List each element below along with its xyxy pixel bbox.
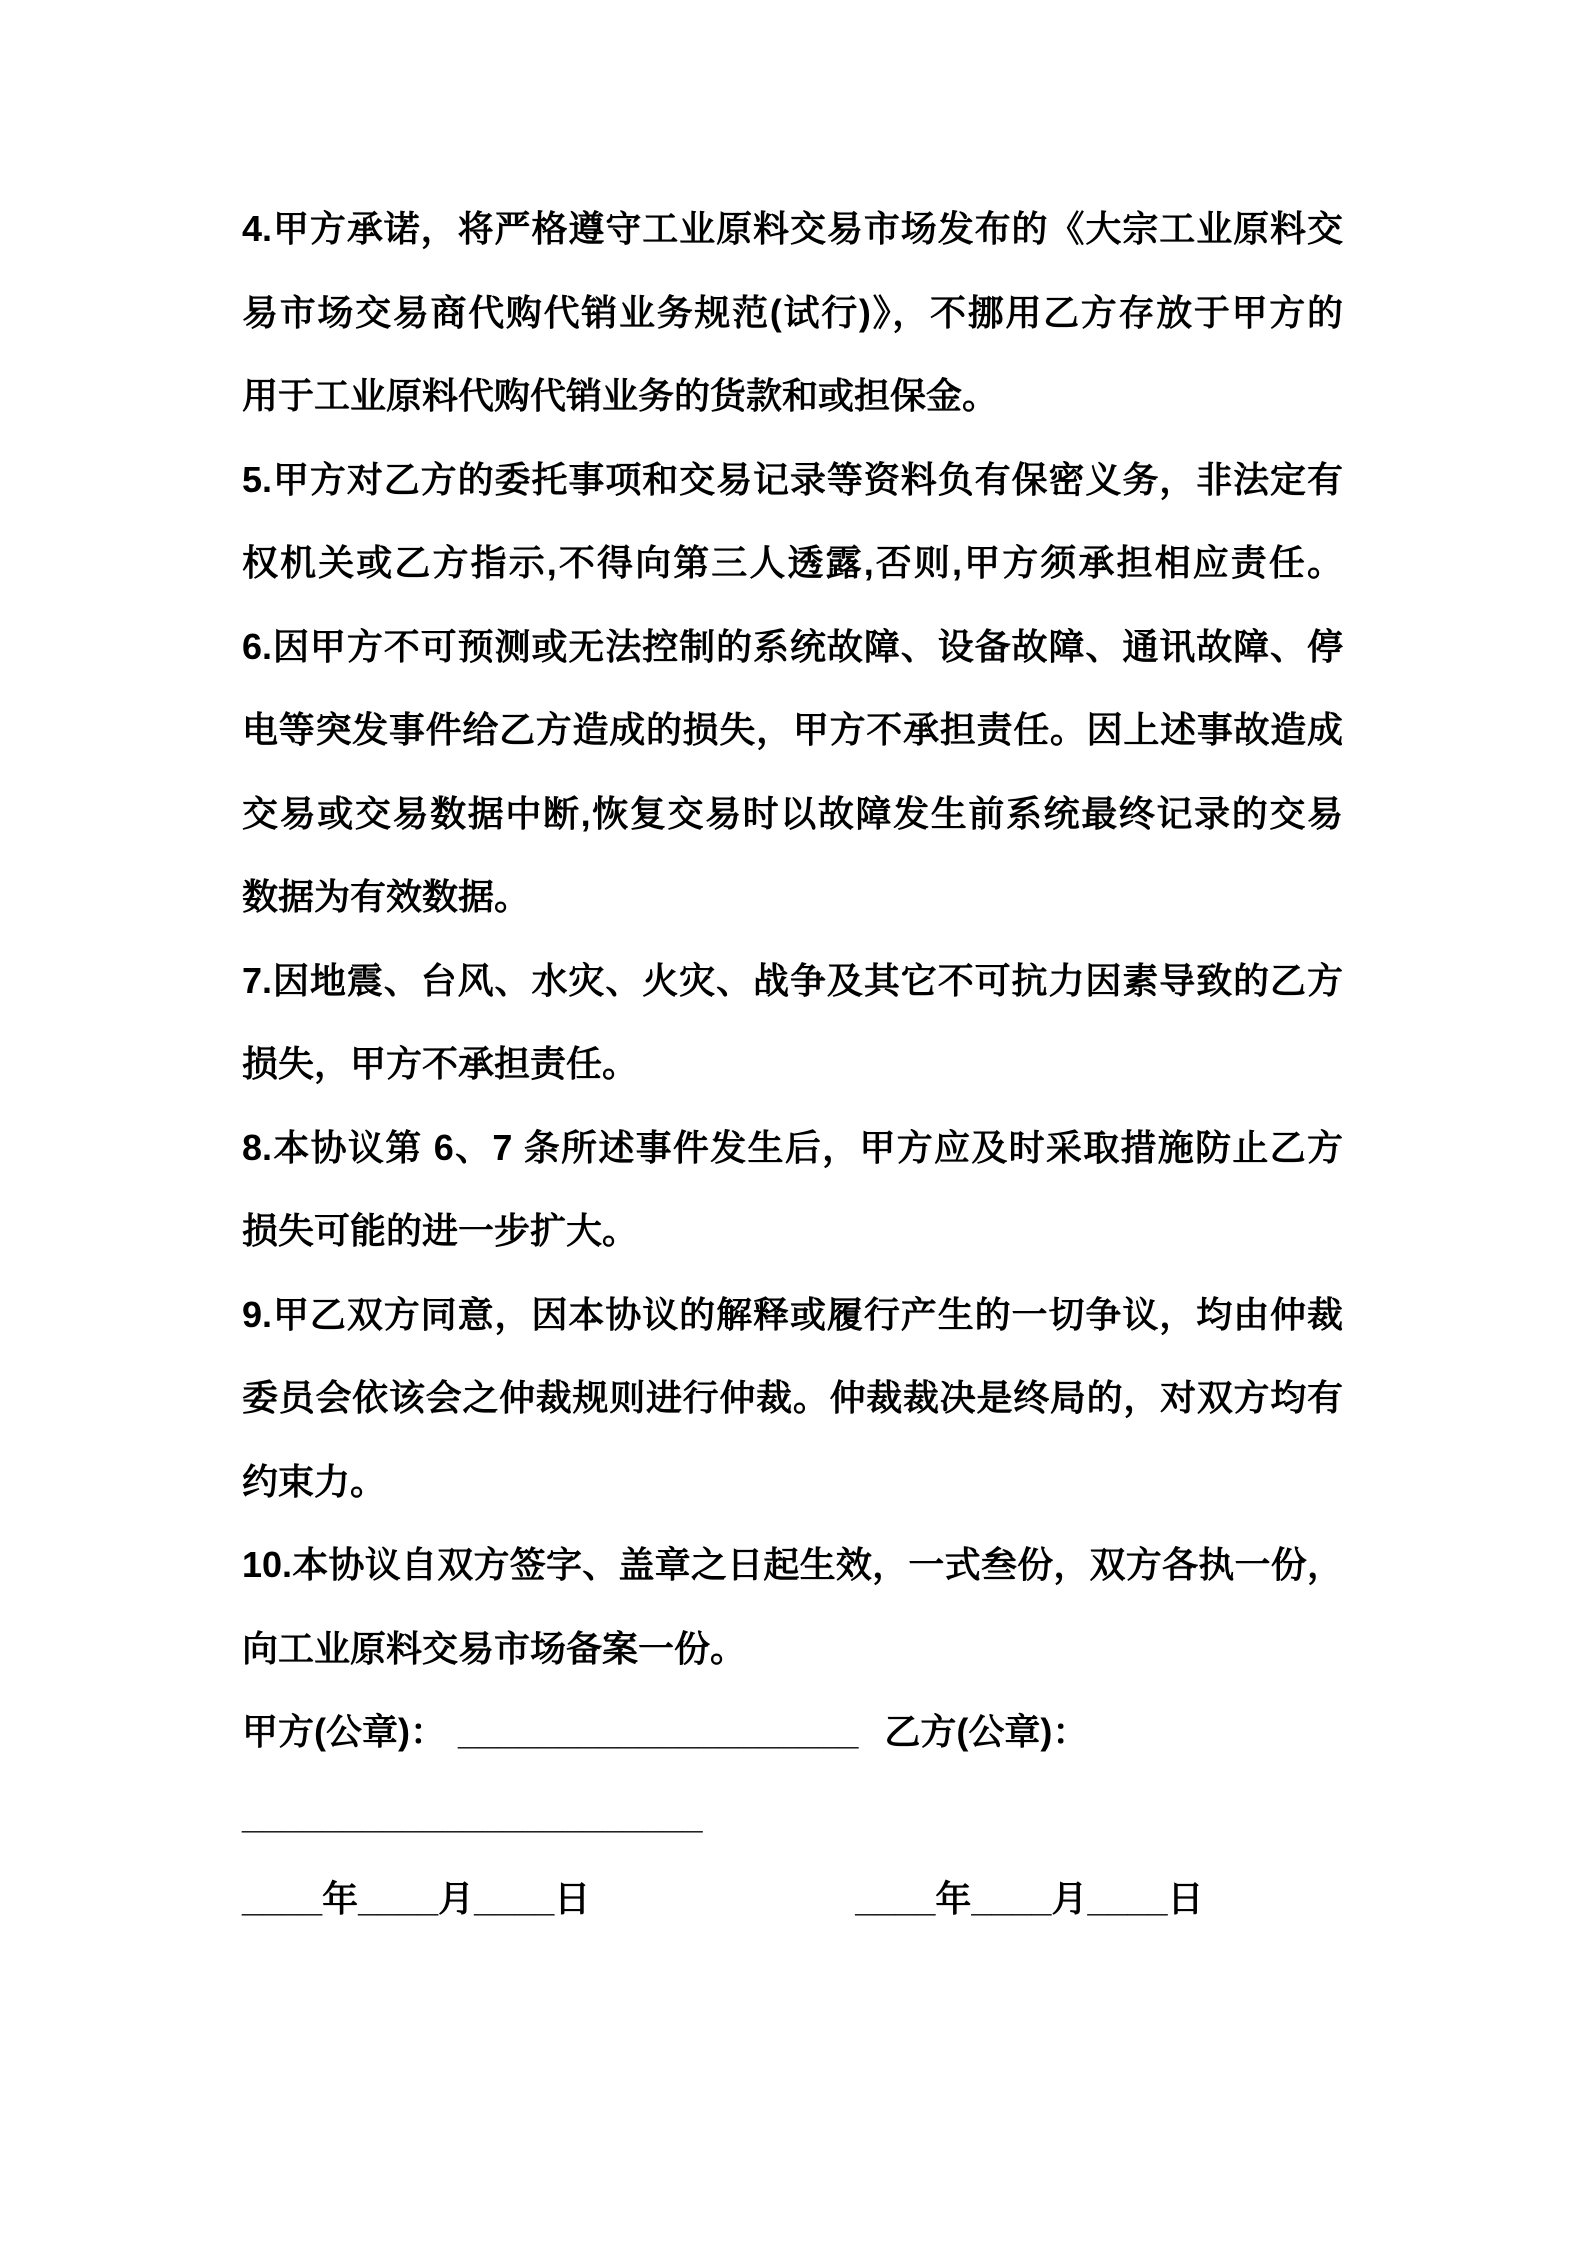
text-line: 权机关或乙方指示,不得向第三人透露,否则,甲方须承担相应责任。 [242, 542, 1343, 583]
text-line: 损失可能的进一步扩大。 [242, 1210, 639, 1251]
text-line: 数据为有效数据。 [242, 876, 531, 917]
text-line: 6.因甲方不可预测或无法控制的系统故障、设备故障、通讯故障、停 [242, 625, 1343, 667]
text-line: 损失，甲方不承担责任。 [242, 1043, 639, 1084]
signature-row [242, 1690, 1343, 1774]
text-line: 5.甲方对乙方的委托事项和交易记录等资料负有保密义务，非法定有 [242, 458, 1343, 500]
party-a-signature-blank: ____________________ [457, 1711, 859, 1752]
party-b-date-line: ____年____月____日 [855, 1878, 1204, 1919]
party-a-signature-line-2 [242, 1774, 1343, 1858]
text-line: 易市场交易商代购代销业务规范(试行)》，不挪用乙方存放于甲方的 [242, 291, 1343, 333]
text-line: 9.甲乙双方同意，因本协议的解释或履行产生的一切争议，均由仲裁 [242, 1293, 1343, 1335]
party-a-date-line: ____年____月____日 [242, 1878, 591, 1919]
blank-underline: _______________________ [242, 1794, 703, 1836]
date-row [242, 1857, 1343, 1941]
text-line: 约束力。 [242, 1460, 387, 1502]
party-b-seal-label: 乙方(公章)： [884, 1711, 1089, 1752]
contract-text [242, 187, 1343, 1690]
text-line: 交易或交易数据中断,恢复交易时以故障发生前系统最终记录的交易 [242, 792, 1343, 834]
contract-page [242, 187, 1343, 1941]
text-line: 8.本协议第 6、7 条所述事件发生后，甲方应及时采取措施防止乙方 [242, 1126, 1343, 1168]
text-line: 4.甲方承诺，将严格遵守工业原料交易市场发布的《大宗工业原料交 [242, 208, 1343, 249]
text-line: 委员会依该会之仲裁规则进行仲裁。仲裁裁决是终局的，对双方均有 [242, 1377, 1343, 1418]
text-line: 10.本协议自双方签字、盖章之日起生效，一式叁份，双方各执一份， [242, 1544, 1343, 1585]
text-line: 向工业原料交易市场备案一份。 [242, 1627, 747, 1669]
party-a-seal-label: 甲方(公章)： [242, 1711, 446, 1752]
text-line: 7.因地震、台风、水灾、火灾、战争及其它不可抗力因素导致的乙方 [242, 959, 1343, 1001]
text-line: 用于工业原料代购代销业务的货款和或担保金。 [242, 375, 999, 416]
text-line: 电等突发事件给乙方造成的损失，甲方不承担责任。因上述事故造成 [242, 709, 1343, 750]
